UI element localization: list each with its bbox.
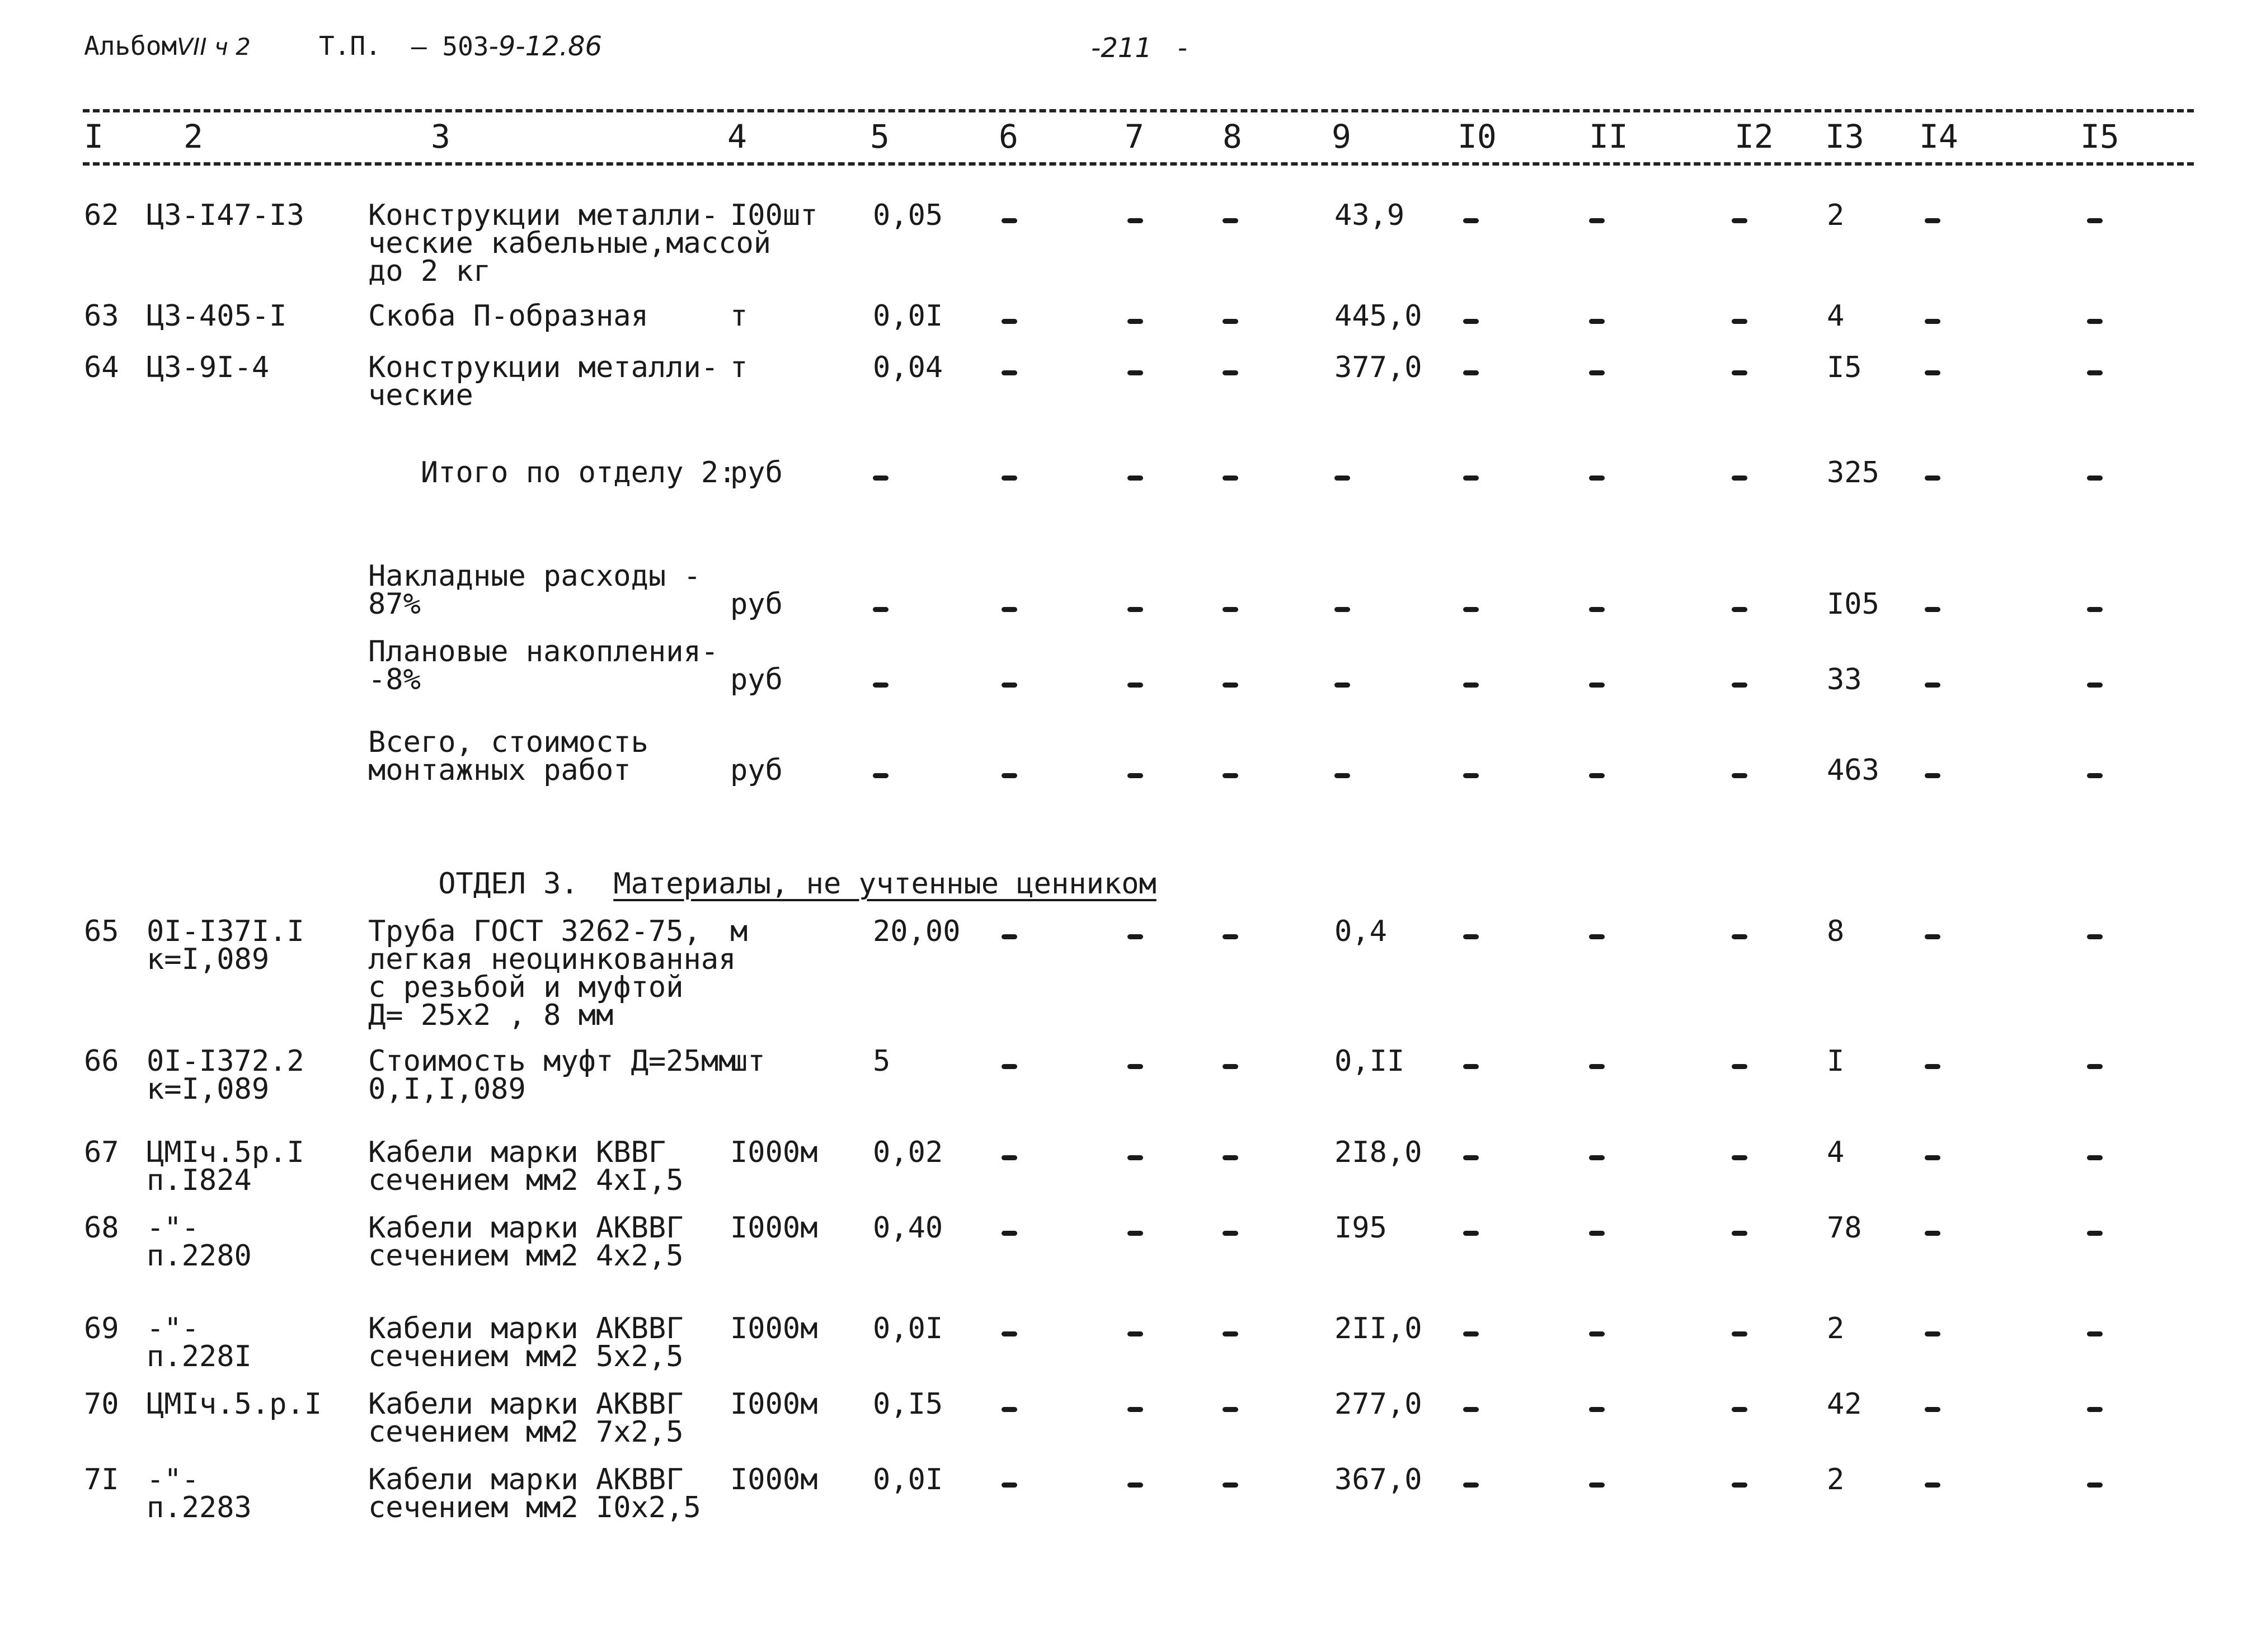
empty-cell-dash: [2087, 1482, 2103, 1488]
column-number: I: [84, 117, 104, 156]
unit-price: 2I8,0: [1334, 1136, 1422, 1169]
empty-cell-dash: [1002, 1155, 1017, 1160]
item-description: Кабели марки АКВВГ сечением мм2 4х2,5: [368, 1211, 684, 1273]
empty-cell-dash: [1925, 1064, 1940, 1069]
price-code: -"- п.228I: [147, 1312, 252, 1373]
unit-price: 43,9: [1334, 199, 1405, 232]
empty-cell-dash: [1127, 1064, 1143, 1069]
empty-cell-dash: [1002, 1331, 1017, 1336]
empty-cell-dash: [1002, 1231, 1017, 1236]
empty-cell-dash: [1732, 1231, 1747, 1236]
price-code: ЦЗ-405-I: [147, 299, 287, 333]
empty-cell-dash: [2087, 370, 2103, 375]
unit-of-measure: шт: [730, 1044, 765, 1078]
column-number: II: [1589, 117, 1628, 156]
quantity: 0,02: [873, 1136, 943, 1169]
empty-cell-dash: [1589, 1231, 1605, 1236]
empty-cell-dash: [1127, 218, 1143, 223]
price-code: -"- п.2280: [147, 1211, 252, 1273]
empty-cell-dash: [1127, 1231, 1143, 1236]
row-number: 67: [84, 1136, 119, 1169]
empty-cell-dash: [2087, 476, 2103, 481]
unit-price: 0,4: [1334, 915, 1387, 948]
column-number: 2: [184, 117, 203, 156]
empty-cell-dash: [1925, 218, 1940, 223]
total-cost: 2: [1827, 1312, 1845, 1345]
empty-cell-dash: [1223, 1064, 1238, 1069]
empty-cell-dash: [1463, 683, 1479, 688]
total-cost: 33: [1827, 663, 1862, 696]
total-cost: 42: [1827, 1387, 1862, 1421]
total-cost: 78: [1827, 1211, 1862, 1245]
empty-cell-dash: [1925, 773, 1940, 778]
empty-cell-dash: [1463, 1155, 1479, 1160]
empty-cell-dash: [1002, 1064, 1017, 1069]
empty-cell-dash: [1589, 683, 1605, 688]
row-number: 7I: [84, 1463, 119, 1496]
column-number: I2: [1734, 117, 1774, 156]
column-number: 6: [999, 117, 1018, 156]
empty-cell-dash: [1925, 934, 1940, 939]
empty-cell-dash: [1002, 319, 1017, 324]
unit-of-measure: I000м: [730, 1312, 818, 1345]
total-cost: I05: [1827, 587, 1879, 621]
empty-cell-dash: [1463, 1331, 1479, 1336]
empty-cell-dash: [1732, 683, 1747, 688]
empty-cell-dash: [1463, 1064, 1479, 1069]
empty-cell-dash: [1223, 476, 1238, 481]
unit-price: I95: [1334, 1211, 1387, 1245]
empty-cell-dash: [1589, 370, 1605, 375]
total-cost: 4: [1827, 299, 1845, 333]
table-header-rule: [83, 162, 2194, 166]
total-cost: 2: [1827, 199, 1845, 232]
unit-price: 367,0: [1334, 1463, 1422, 1496]
unit-of-measure: руб: [730, 663, 783, 696]
price-code: 0I-I37I.I к=I,089: [147, 915, 304, 976]
empty-cell-dash: [873, 683, 889, 688]
empty-cell-dash: [1002, 476, 1017, 481]
unit-of-measure: I000м: [730, 1463, 818, 1496]
row-number: 64: [84, 351, 119, 384]
empty-cell-dash: [1732, 218, 1747, 223]
quantity: 20,00: [873, 915, 961, 948]
empty-cell-dash: [1925, 476, 1940, 481]
price-code: 0I-I372.2 к=I,089: [147, 1044, 304, 1106]
empty-cell-dash: [1127, 683, 1143, 688]
empty-cell-dash: [1002, 773, 1017, 778]
empty-cell-dash: [1589, 1331, 1605, 1336]
item-description: Труба ГОСТ 3262-75, легкая неоцинкованная с резьбой и муфтой Д= 25х2 , 8 мм: [368, 915, 736, 1032]
album-label: АльбомVII ч 2: [84, 31, 251, 61]
empty-cell-dash: [1732, 476, 1747, 481]
item-description: Скоба П-образная: [368, 299, 648, 333]
row-number: 62: [84, 199, 119, 232]
empty-cell-dash: [2087, 773, 2103, 778]
empty-cell-dash: [2087, 934, 2103, 939]
empty-cell-dash: [1002, 370, 1017, 375]
empty-cell-dash: [1925, 1331, 1940, 1336]
item-description: Всего, стоимость монтажных работ: [368, 726, 648, 787]
empty-cell-dash: [1002, 218, 1017, 223]
tp-number-handwritten: -9-12.86: [488, 31, 603, 62]
row-number: 65: [84, 915, 119, 948]
empty-cell-dash: [2087, 683, 2103, 688]
empty-cell-dash: [2087, 1331, 2103, 1336]
empty-cell-dash: [1925, 1407, 1940, 1412]
empty-cell-dash: [1589, 218, 1605, 223]
column-number: I3: [1825, 117, 1864, 156]
empty-cell-dash: [1589, 1407, 1605, 1412]
empty-cell-dash: [1127, 934, 1143, 939]
empty-cell-dash: [1732, 1064, 1747, 1069]
unit-of-measure: I00шт: [730, 199, 818, 232]
empty-cell-dash: [1127, 1407, 1143, 1412]
item-description: Накладные расходы - 87%: [368, 559, 701, 621]
column-number: I0: [1458, 117, 1497, 156]
empty-cell-dash: [1127, 1482, 1143, 1488]
item-description: Итого по отделу 2:: [368, 456, 736, 490]
empty-cell-dash: [2087, 1231, 2103, 1236]
quantity: 0,I5: [873, 1387, 943, 1421]
empty-cell-dash: [1732, 1155, 1747, 1160]
empty-cell-dash: [1334, 773, 1350, 778]
empty-cell-dash: [1223, 370, 1238, 375]
empty-cell-dash: [1223, 1231, 1238, 1236]
row-number: 70: [84, 1387, 119, 1421]
empty-cell-dash: [1223, 607, 1238, 612]
unit-of-measure: т: [730, 351, 748, 384]
empty-cell-dash: [1589, 319, 1605, 324]
column-number: 4: [727, 117, 747, 156]
row-number: 69: [84, 1312, 119, 1345]
empty-cell-dash: [1223, 683, 1238, 688]
empty-cell-dash: [1925, 1155, 1940, 1160]
column-number: 9: [1332, 117, 1351, 156]
empty-cell-dash: [1925, 370, 1940, 375]
quantity: 0,05: [873, 199, 943, 232]
unit-price: 2II,0: [1334, 1312, 1422, 1345]
empty-cell-dash: [1223, 934, 1238, 939]
empty-cell-dash: [873, 607, 889, 612]
empty-cell-dash: [1925, 683, 1940, 688]
empty-cell-dash: [1127, 773, 1143, 778]
section-3-title: ОТДЕЛ 3.: [438, 867, 579, 901]
item-description: Конструкции металли- ческие кабельные,массой до 2 кг: [368, 199, 772, 288]
unit-of-measure: руб: [730, 587, 783, 621]
empty-cell-dash: [1732, 370, 1747, 375]
empty-cell-dash: [1463, 370, 1479, 375]
item-description: Стоимость муфт Д=25мм 0,I,I,089: [368, 1044, 736, 1106]
quantity: 0,0I: [873, 299, 943, 333]
row-number: 63: [84, 299, 119, 333]
empty-cell-dash: [1589, 1155, 1605, 1160]
unit-of-measure: I000м: [730, 1211, 818, 1245]
item-description: Кабели марки АКВВГ сечением мм2 I0х2,5: [368, 1463, 701, 1524]
album-number: VII ч 2: [177, 33, 251, 60]
empty-cell-dash: [1589, 607, 1605, 612]
empty-cell-dash: [1463, 1231, 1479, 1236]
column-number: 5: [870, 117, 890, 156]
empty-cell-dash: [2087, 1064, 2103, 1069]
empty-cell-dash: [1223, 1407, 1238, 1412]
empty-cell-dash: [1127, 607, 1143, 612]
total-cost: 4: [1827, 1136, 1845, 1169]
unit-of-measure: м: [730, 915, 748, 948]
empty-cell-dash: [1002, 1482, 1017, 1488]
unit-of-measure: I000м: [730, 1387, 818, 1421]
empty-cell-dash: [1463, 607, 1479, 612]
page-number: -211 -: [1091, 32, 1188, 64]
empty-cell-dash: [1589, 1064, 1605, 1069]
item-description: Конструкции металли- ческие: [368, 351, 719, 412]
price-code: ЦЗ-9I-4: [147, 351, 270, 384]
empty-cell-dash: [873, 476, 889, 481]
empty-cell-dash: [1925, 1482, 1940, 1488]
empty-cell-dash: [1463, 1407, 1479, 1412]
section-3-heading: [368, 842, 1157, 926]
total-cost: 325: [1827, 456, 1879, 490]
empty-cell-dash: [1732, 934, 1747, 939]
empty-cell-dash: [873, 773, 889, 778]
empty-cell-dash: [1002, 683, 1017, 688]
empty-cell-dash: [1925, 607, 1940, 612]
empty-cell-dash: [2087, 1407, 2103, 1412]
empty-cell-dash: [1334, 683, 1350, 688]
empty-cell-dash: [1127, 370, 1143, 375]
quantity: 0,40: [873, 1211, 943, 1245]
empty-cell-dash: [1223, 1482, 1238, 1488]
empty-cell-dash: [1732, 1331, 1747, 1336]
empty-cell-dash: [1589, 934, 1605, 939]
empty-cell-dash: [1223, 773, 1238, 778]
unit-of-measure: руб: [730, 754, 783, 787]
empty-cell-dash: [1223, 319, 1238, 324]
column-number: 3: [431, 117, 450, 156]
empty-cell-dash: [1589, 1482, 1605, 1488]
empty-cell-dash: [1223, 1155, 1238, 1160]
item-description: Кабели марки КВВГ сечением мм2 4хI,5: [368, 1136, 684, 1197]
empty-cell-dash: [1732, 1482, 1747, 1488]
unit-price: 377,0: [1334, 351, 1422, 384]
unit-of-measure: руб: [730, 456, 783, 490]
empty-cell-dash: [1463, 476, 1479, 481]
section-3-subtitle: Материалы, не учтенные ценником: [613, 867, 1157, 901]
empty-cell-dash: [1002, 607, 1017, 612]
empty-cell-dash: [1732, 319, 1747, 324]
column-number: I4: [1919, 117, 1958, 156]
quantity: 5: [873, 1044, 891, 1078]
tp-number: – 503-9-12.86: [411, 31, 603, 62]
empty-cell-dash: [1732, 773, 1747, 778]
empty-cell-dash: [1002, 934, 1017, 939]
total-cost: I: [1827, 1044, 1845, 1078]
empty-cell-dash: [1463, 1482, 1479, 1488]
unit-price: 277,0: [1334, 1387, 1422, 1421]
column-number: 7: [1125, 117, 1144, 156]
empty-cell-dash: [1463, 773, 1479, 778]
empty-cell-dash: [2087, 218, 2103, 223]
column-number: I5: [2080, 117, 2119, 156]
unit-price: 0,II: [1334, 1044, 1405, 1078]
price-code: -"- п.2283: [147, 1463, 252, 1524]
quantity: 0,0I: [873, 1463, 943, 1496]
empty-cell-dash: [1589, 476, 1605, 481]
tp-label: Т.П.: [319, 31, 381, 61]
empty-cell-dash: [1732, 1407, 1747, 1412]
empty-cell-dash: [1925, 319, 1940, 324]
empty-cell-dash: [1463, 218, 1479, 223]
empty-cell-dash: [1463, 934, 1479, 939]
total-cost: 8: [1827, 915, 1845, 948]
quantity: 0,04: [873, 351, 943, 384]
item-description: Кабели марки АКВВГ сечением мм2 5х2,5: [368, 1312, 684, 1373]
empty-cell-dash: [2087, 319, 2103, 324]
unit-of-measure: I000м: [730, 1136, 818, 1169]
item-description: Кабели марки АКВВГ сечением мм2 7х2,5: [368, 1387, 684, 1449]
empty-cell-dash: [1127, 1331, 1143, 1336]
row-number: 66: [84, 1044, 119, 1078]
total-cost: 2: [1827, 1463, 1845, 1496]
empty-cell-dash: [1127, 319, 1143, 324]
empty-cell-dash: [2087, 607, 2103, 612]
empty-cell-dash: [1589, 773, 1605, 778]
empty-cell-dash: [1334, 476, 1350, 481]
total-cost: I5: [1827, 351, 1862, 384]
price-code: ЦМIч.5.р.I: [147, 1387, 322, 1421]
empty-cell-dash: [1127, 476, 1143, 481]
empty-cell-dash: [1223, 1331, 1238, 1336]
empty-cell-dash: [1334, 607, 1350, 612]
empty-cell-dash: [1732, 607, 1747, 612]
empty-cell-dash: [1127, 1155, 1143, 1160]
empty-cell-dash: [1223, 218, 1238, 223]
price-code: ЦЗ-I47-I3: [147, 199, 304, 232]
column-number: 8: [1223, 117, 1242, 156]
empty-cell-dash: [1925, 1231, 1940, 1236]
price-code: ЦМIч.5р.I п.I824: [147, 1136, 304, 1197]
item-description: Плановые накопления- -8%: [368, 635, 719, 696]
row-number: 68: [84, 1211, 119, 1245]
quantity: 0,0I: [873, 1312, 943, 1345]
empty-cell-dash: [1002, 1407, 1017, 1412]
total-cost: 463: [1827, 754, 1879, 787]
empty-cell-dash: [1463, 319, 1479, 324]
table-top-rule: [83, 109, 2194, 112]
empty-cell-dash: [2087, 1155, 2103, 1160]
unit-of-measure: т: [730, 299, 748, 333]
unit-price: 445,0: [1334, 299, 1422, 333]
